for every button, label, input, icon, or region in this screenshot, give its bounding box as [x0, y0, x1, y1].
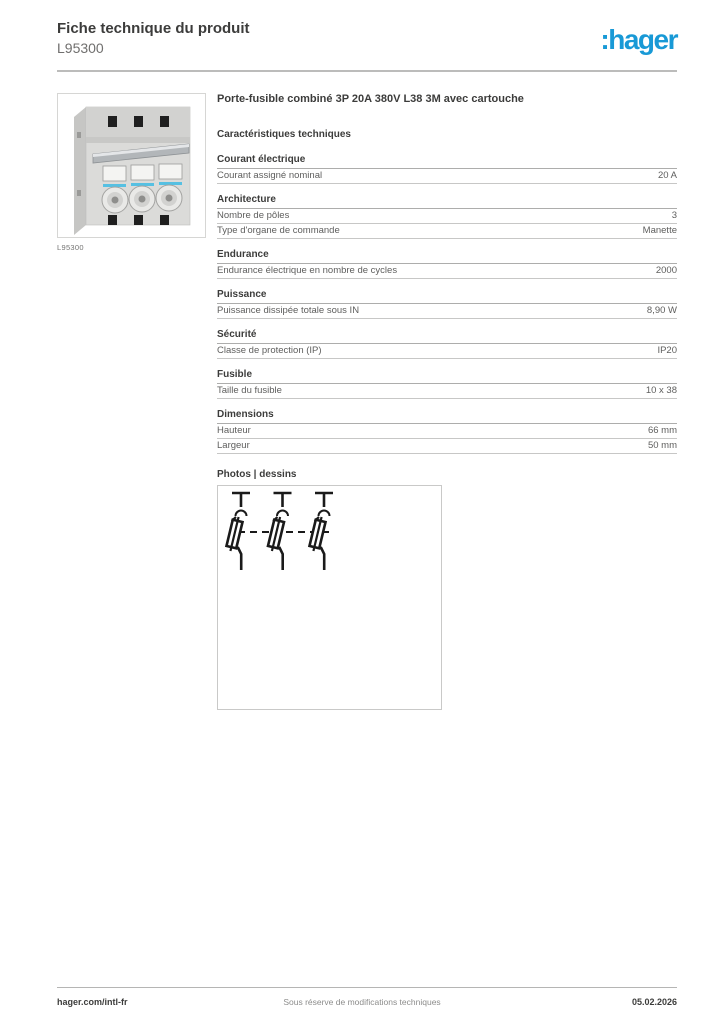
product-photo-frame [57, 93, 206, 238]
spec-value: 2000 [655, 265, 677, 276]
spec-group-fusible [217, 369, 677, 399]
spec-value: 8,90 W [646, 305, 677, 316]
product-name: Porte-fusible combiné 3P 20A 380V L38 3M avec cartouche [217, 93, 524, 105]
photos-section-title: Photos | dessins [217, 469, 297, 480]
spec-group-title: Endurance [217, 249, 677, 264]
characteristics-section-title: Caractéristiques techniques [217, 129, 351, 140]
spec-value: Manette [642, 225, 677, 236]
spec-label: Courant assigné nominal [217, 170, 323, 181]
spec-label: Nombre de pôles [217, 210, 290, 221]
spec-label: Largeur [217, 440, 250, 451]
table-row [217, 264, 677, 279]
spec-label: Puissance dissipée totale sous IN [217, 305, 360, 316]
table-row [217, 169, 677, 184]
product-photo [58, 94, 205, 237]
footer-divider [57, 987, 677, 988]
spec-label: Classe de protection (IP) [217, 345, 322, 356]
spec-group-architecture [217, 194, 677, 239]
spec-group-title: Courant électrique [217, 154, 677, 169]
wiring-diagram-frame [217, 485, 442, 710]
spec-value: 3 [671, 210, 677, 221]
spec-group-dimensions [217, 409, 677, 454]
spec-group-title: Architecture [217, 194, 677, 209]
content-column [217, 93, 677, 710]
spec-group-title: Dimensions [217, 409, 677, 424]
footer-disclaimer: Sous réserve de modifications techniques [283, 997, 441, 1007]
hager-logo: :hager [600, 24, 677, 55]
table-row [217, 439, 677, 454]
footer-website-link[interactable]: hager.com/intl-fr [57, 997, 128, 1007]
spec-label: Type d'organe de commande [217, 225, 340, 236]
spec-group-title: Fusible [217, 369, 677, 384]
page-title: Fiche technique du produit [57, 20, 250, 37]
spec-group-puissance [217, 289, 677, 319]
spec-value: 20 A [657, 170, 677, 181]
spec-value: 10 x 38 [645, 385, 677, 396]
spec-group-securite [217, 329, 677, 359]
fuse-switch-schematic-drawing [218, 486, 441, 709]
table-row [217, 304, 677, 319]
spec-label: Endurance électrique en nombre de cycles [217, 265, 398, 276]
table-row [217, 384, 677, 399]
product-reference: L95300 [57, 40, 104, 56]
spec-value: 66 mm [647, 425, 677, 436]
footer-date: 05.02.2026 [631, 997, 677, 1007]
spec-value: IP20 [657, 345, 677, 356]
spec-value: 50 mm [647, 440, 677, 451]
table-row [217, 424, 677, 439]
spec-label: Hauteur [217, 425, 251, 436]
spec-group-endurance [217, 249, 677, 279]
table-row [217, 344, 677, 359]
table-row [217, 224, 677, 239]
table-row [217, 209, 677, 224]
spec-group-title: Puissance [217, 289, 677, 304]
spec-group-title: Sécurité [217, 329, 677, 344]
spec-group-courant-electrique [217, 154, 677, 184]
header-divider [57, 70, 677, 72]
product-photo-caption: L95300 [57, 243, 84, 252]
spec-label: Taille du fusible [217, 385, 282, 396]
